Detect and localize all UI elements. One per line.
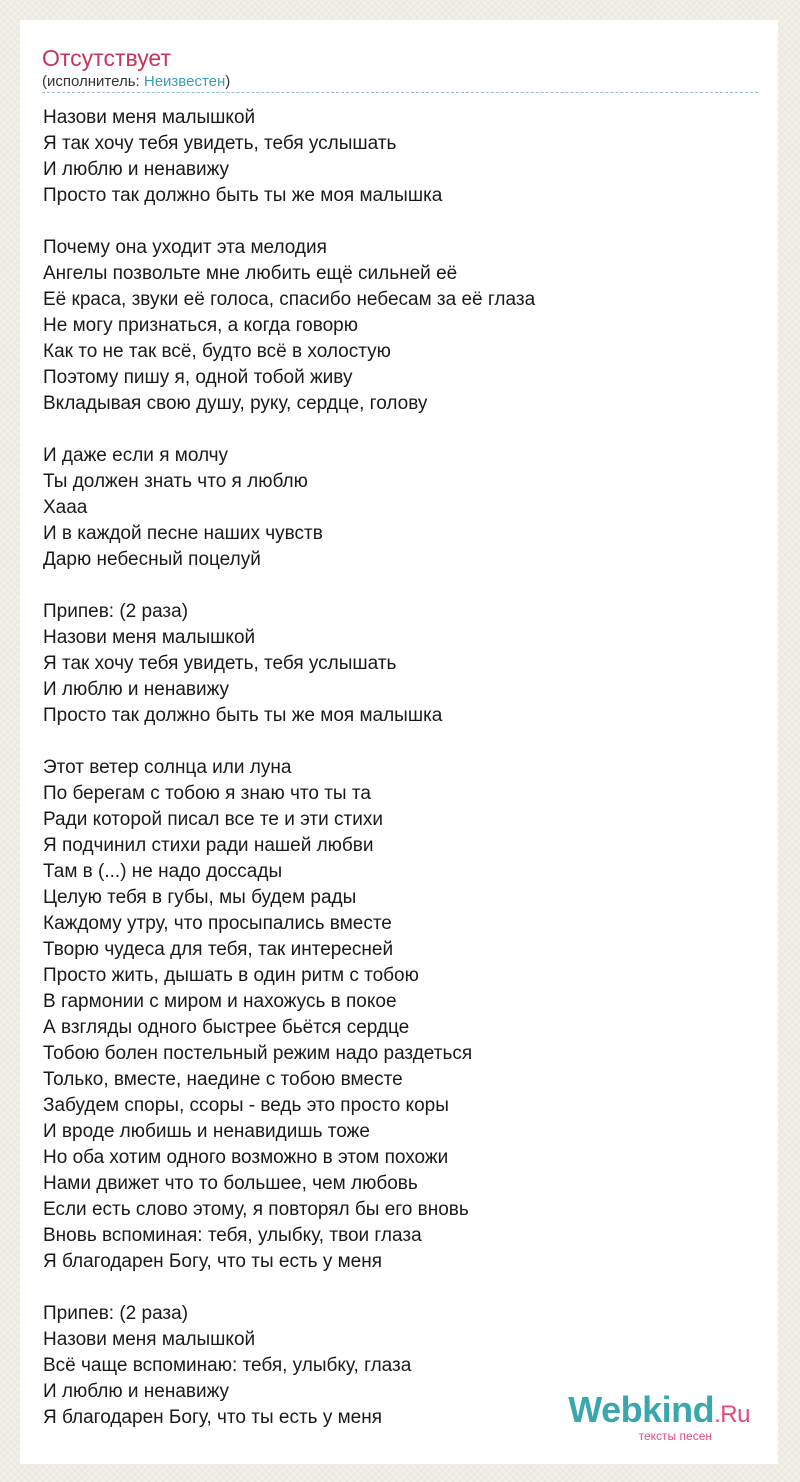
lyric-line: И вроде любишь и ненавидишь тоже: [43, 1121, 370, 1142]
lyric-line: Дарю небесный поцелуй: [43, 549, 261, 570]
lyric-line: Я так хочу тебя увидеть, тебя услышать: [43, 133, 397, 154]
header-divider: [42, 92, 758, 93]
logo-brand: Webkind: [568, 1389, 715, 1430]
lyric-line: Назови меня малышкой: [43, 1329, 256, 1350]
lyric-line: Вновь вспоминая: тебя, улыбку, твои глаза: [43, 1225, 422, 1246]
lyric-line: Забудем споры, ссоры - ведь это просто коры: [43, 1095, 449, 1116]
song-title: Отсутствует: [42, 45, 171, 71]
lyric-line: Я благодарен Богу, что ты есть у меня: [43, 1407, 383, 1428]
lyric-line: В гармонии с миром и нахожусь в покое: [43, 991, 397, 1012]
logo-wordmark: [568, 1391, 750, 1434]
lyric-line: Просто так должно быть ты же моя малышка: [43, 705, 443, 726]
lyric-line: А взгляды одного быстрее бьётся сердце: [43, 1017, 410, 1038]
lyric-line: И даже если я молчу: [43, 445, 229, 466]
lyric-line: Я благодарен Богу, что ты есть у меня: [43, 1251, 383, 1272]
lyric-line: Я так хочу тебя увидеть, тебя услышать: [43, 653, 397, 674]
performer-suffix: ): [225, 73, 231, 90]
lyric-line: Всё чаще вспоминаю: тебя, улыбку, глаза: [43, 1355, 412, 1376]
lyric-line: Назови меня малышкой: [43, 627, 256, 648]
stanza-break: [43, 573, 759, 599]
lyric-line: Тобою болен постельный режим надо раздеться: [43, 1043, 473, 1064]
lyrics-text: [43, 105, 759, 1431]
lyric-line: Я подчинил стихи ради нашей любви: [43, 835, 374, 856]
lyric-line: Хааа: [43, 497, 88, 518]
logo-tld: .Ru: [714, 1401, 750, 1428]
lyric-line: Как то не так всё, будто всё в холостую: [43, 341, 391, 362]
lyric-line: Целую тебя в губы, мы будем рады: [43, 887, 357, 908]
lyric-line: Если есть слово этому, я повторял бы его вновь: [43, 1199, 469, 1220]
lyric-line: Нами движет что то большее, чем любовь: [43, 1173, 418, 1194]
stanza-break: [43, 209, 759, 235]
lyric-line: Припев: (2 раза): [43, 601, 189, 622]
stanza-break: [43, 729, 759, 755]
lyric-line: Но оба хотим одного возможно в этом похожи: [43, 1147, 449, 1168]
performer-line: [42, 72, 758, 91]
lyric-line: Там в (...) не надо доссады: [43, 861, 283, 882]
stanza-break: [43, 417, 759, 443]
site-logo[interactable]: [568, 1391, 750, 1442]
lyric-line: Поэтому пишу я, одной тобой живу: [43, 367, 353, 388]
lyric-line: Не могу признаться, а когда говорю: [43, 315, 358, 336]
lyric-line: Её краса, звуки её голоса, спасибо небесам за её глаза: [43, 289, 536, 310]
lyric-line: Почему она уходит эта мелодия: [43, 237, 327, 258]
lyric-line: Ради которой писал все те и эти стихи: [43, 809, 383, 830]
lyric-line: Только, вместе, наедине с тобою вместе: [43, 1069, 403, 1090]
lyric-line: Вкладывая свою душу, руку, сердце, голову: [43, 393, 428, 414]
lyric-line: И в каждой песне наших чувств: [43, 523, 323, 544]
performer-prefix: (исполнитель:: [42, 73, 144, 90]
stanza-break: [43, 1275, 759, 1301]
lyric-line: Припев: (2 раза): [43, 1303, 189, 1324]
lyric-line: И люблю и ненавижу: [43, 1381, 230, 1402]
lyric-line: И люблю и ненавижу: [43, 679, 230, 700]
lyric-line: Этот ветер солнца или луна: [43, 757, 292, 778]
lyric-line: И люблю и ненавижу: [43, 159, 230, 180]
lyric-line: Ты должен знать что я люблю: [43, 471, 308, 492]
lyric-line: Просто жить, дышать в один ритм с тобою: [43, 965, 419, 986]
lyric-line: Просто так должно быть ты же моя малышка: [43, 185, 443, 206]
performer-link[interactable]: Неизвестен: [143, 73, 226, 90]
lyric-line: Назови меня малышкой: [43, 107, 256, 128]
lyric-line: Каждому утру, что просыпались вместе: [43, 913, 392, 934]
song-header: [42, 44, 758, 91]
lyric-line: Творю чудеса для тебя, так интересней: [43, 939, 394, 960]
lyric-line: Ангелы позвольте мне любить ещё сильней её: [43, 263, 458, 284]
logo-tagline: тексты песен: [638, 1429, 712, 1443]
lyrics-page: [20, 20, 778, 1464]
lyric-line: По берегам с тобою я знаю что ты та: [43, 783, 371, 804]
